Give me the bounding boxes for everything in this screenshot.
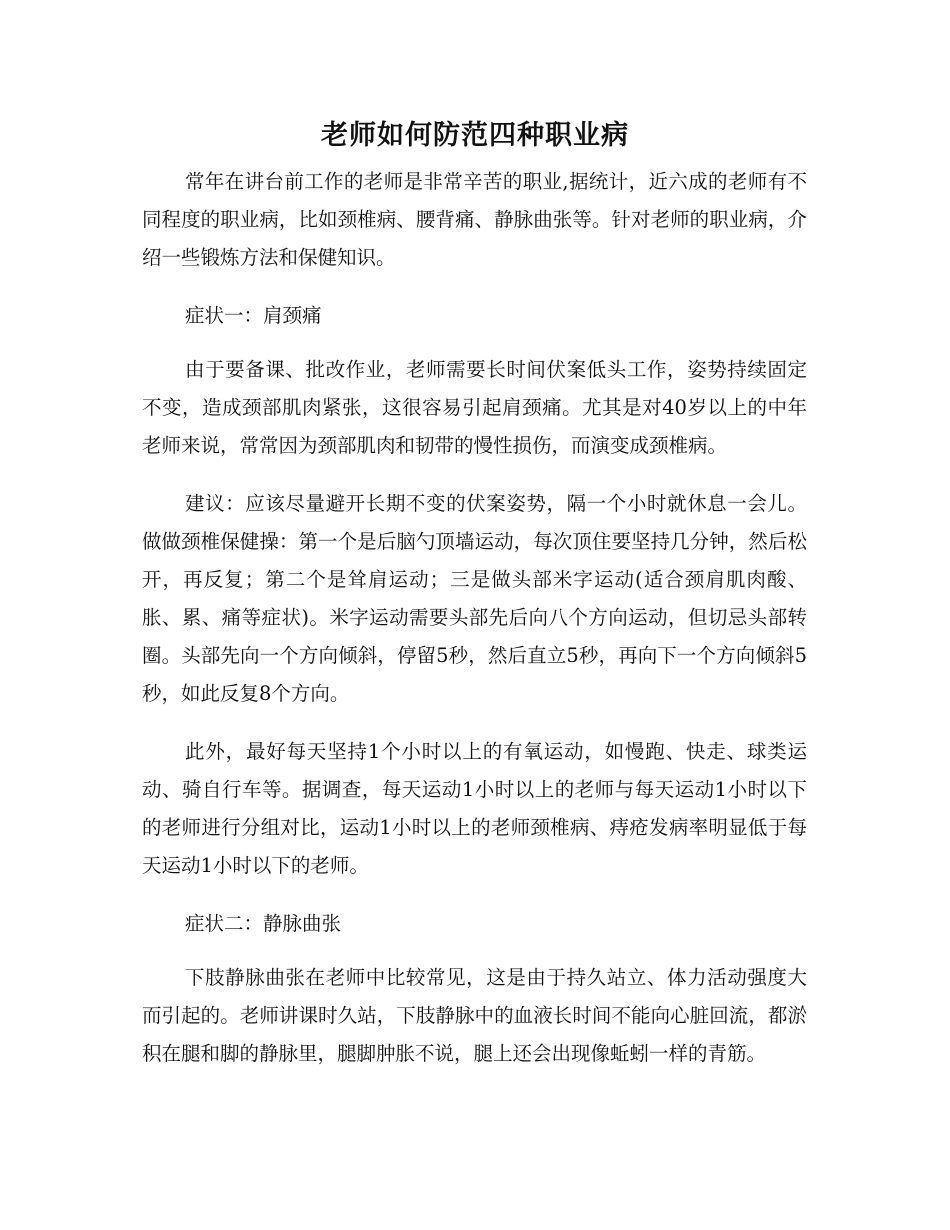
paragraph-symptom-1-advice: 建议：应该尽量避开长期不变的伏案姿势，隔一个小时就休息一会儿。做做颈椎保健操：第一个是后脑勺顶墙运动，每次顶住要坚持几分钟，然后松开，再反复；第二个是耸肩运动；三是做头部米字运动(适合颈肩肌肉酸、胀、累、痛等症状)。米字运动需要头部先后向八个方向运动，但切忌头部转圈。头部先向一个方向倾斜，停留5秒，然后直立5秒，再向下一个方向倾斜5秒，如此反复8个方向。: [142, 492, 807, 705]
section-heading-symptom-1: 症状一：肩颈痛: [185, 304, 322, 327]
paragraph-intro: 常年在讲台前工作的老师是非常辛苦的职业,据统计，近六成的老师有不同程度的职业病，比如颈椎病、腰背痛、静脉曲张等。针对老师的职业病，介绍一些锻炼方法和保健知识。: [142, 170, 807, 269]
document-body: [142, 163, 807, 1093]
paragraph-symptom-1-exercise: 此外，最好每天坚持1个小时以上的有氧运动，如慢跑、快走、球类运动、骑自行车等。据调查，每天运动1小时以上的老师与每天运动1小时以下的老师进行分组对比，运动1小时以上的老师颈椎病、痔疮发病率明显低于每天运动1小时以下的老师。: [142, 740, 807, 877]
document-title: 老师如何防范四种职业病: [321, 120, 629, 151]
paragraph-symptom-2-description: 下肢静脉曲张在老师中比较常见，这是由于持久站立、体力活动强度大而引起的。老师讲课时久站，下肢静脉中的血液长时间不能向心脏回流，都淤积在腿和脚的静脉里，腿脚肿胀不说，腿上还会出现像蚯蚓一样的青筋。: [142, 966, 807, 1065]
paragraph-symptom-1-description: 由于要备课、批改作业，老师需要长时间伏案低头工作，姿势持续固定不变，造成颈部肌肉紧张，这很容易引起肩颈痛。尤其是对40岁以上的中年老师来说，常常因为颈部肌肉和韧带的慢性损伤，而演变成颈椎病。: [142, 358, 807, 457]
section-heading-symptom-2: 症状二：静脉曲张: [185, 912, 342, 935]
